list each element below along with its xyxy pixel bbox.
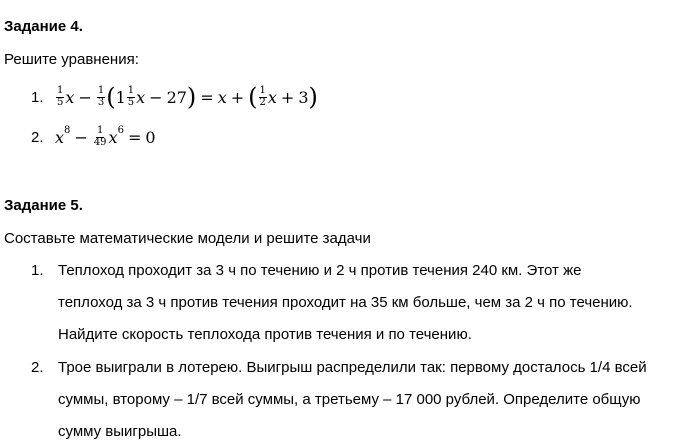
problem2-line1: Трое выиграли в лотерею. Выигрыш распределили так: первому досталось 1/4 всей: [58, 359, 647, 376]
task4-heading: Задание 4.: [4, 18, 83, 35]
fraction: $\frac{1}{2}$: [259, 85, 266, 108]
eq2-number: 2.: [31, 129, 44, 146]
problem1-line3: Найдите скорость теплохода против течения и по течению.: [58, 326, 472, 343]
problem2-line3: сумму выигрыша.: [58, 423, 182, 440]
fraction: $\frac{1}{49}$: [93, 125, 107, 148]
problem2-line2: суммы, второму – 1/7 всей суммы, а третьему – 17 000 рублей. Определите общую: [58, 391, 641, 408]
fraction: $\frac{1}{3}$: [97, 85, 105, 108]
task5-heading: Задание 5.: [4, 197, 83, 214]
eq1-number: 1.: [31, 89, 44, 106]
fraction: $\frac{1}{5}$: [127, 85, 135, 108]
equation-1: $\frac{1}{5}$ x − $\frac{1}{3}$ ( 1 $\frac{1}{5}$ x − 27 ) = x + ( $\frac{1}{2}$ x + 3 ): [57, 83, 318, 111]
task5-instruction: Составьте математические модели и решите задачи: [4, 230, 371, 247]
task4-instruction: Решите уравнения:: [4, 51, 139, 68]
problem1-line1: Теплоход проходит за 3 ч по течению и 2 ч против течения 240 км. Этот же: [58, 262, 582, 279]
equation-2: x 8 − $\frac{1}{49}$ x 6 = 0: [55, 124, 156, 148]
problem1-number: 1.: [31, 262, 44, 279]
problem2-number: 2.: [31, 359, 44, 376]
problem1-line2: теплоход за 3 ч против течения проходит на 35 км больше, чем за 2 ч по течению.: [58, 294, 633, 311]
fraction: $\frac{1}{5}$: [57, 85, 64, 108]
